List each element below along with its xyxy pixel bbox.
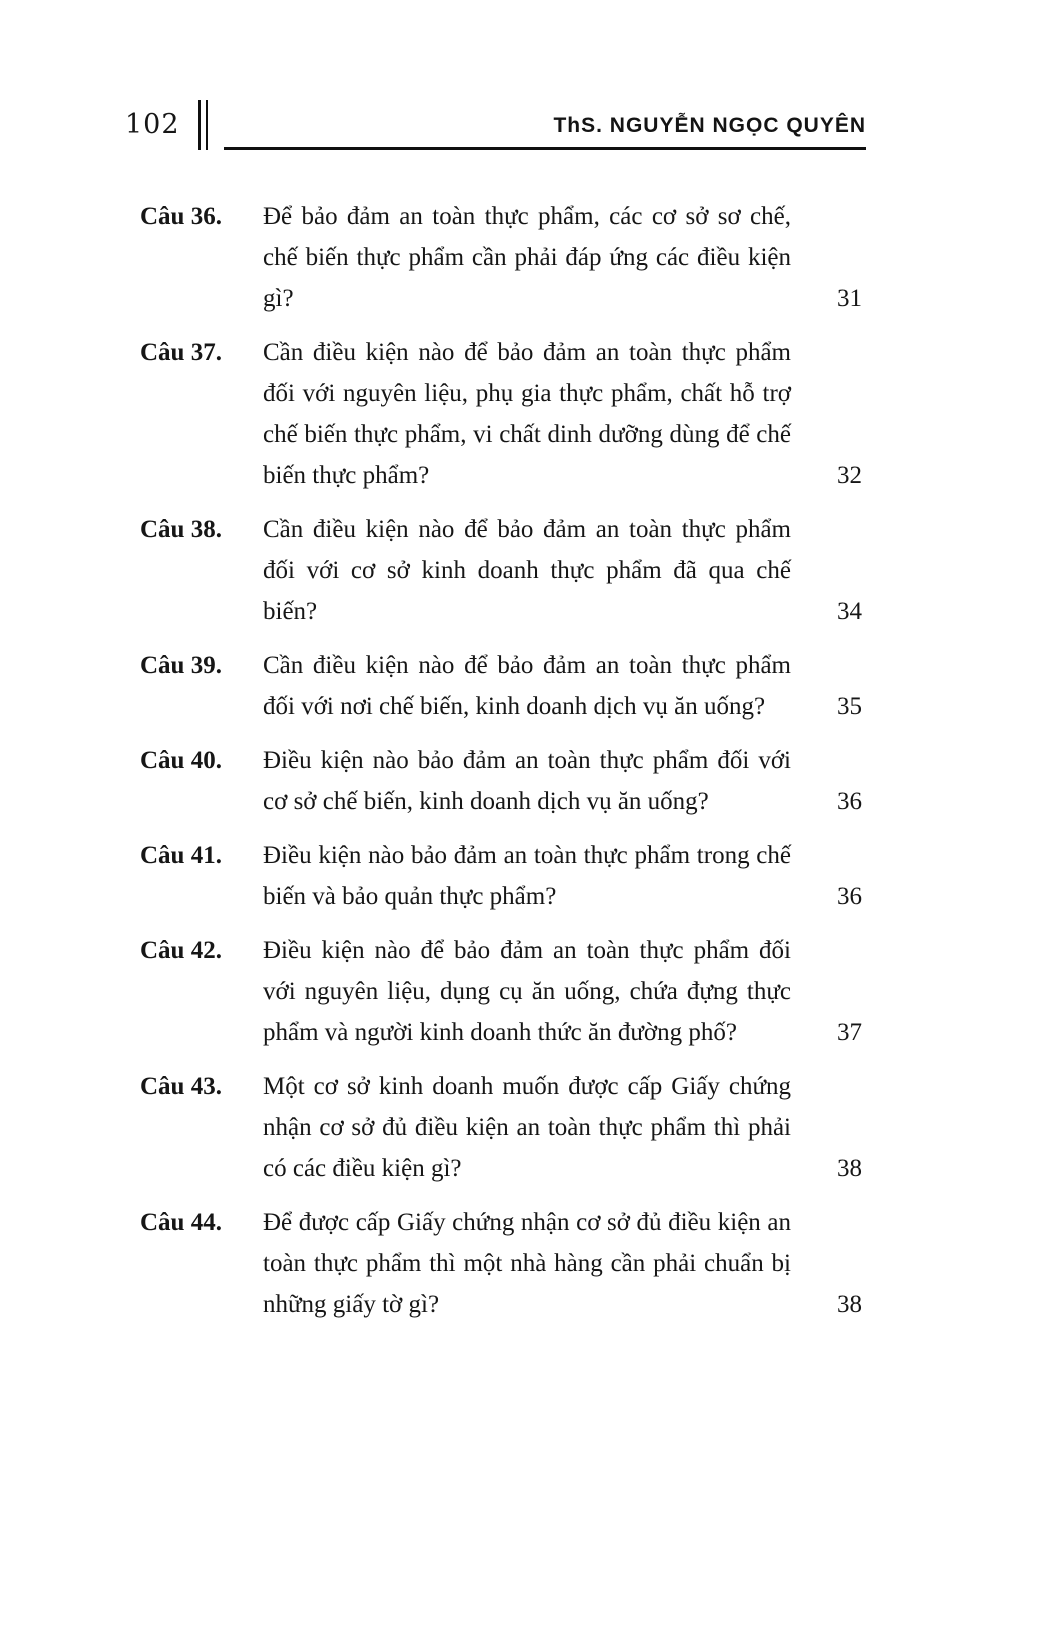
toc-entry [140,740,862,822]
toc-entry [140,196,862,319]
entry-text: Để được cấp Giấy chứng nhận cơ sở đủ điều kiện an toàn thực phẩm thì một nhà hàng cần phải chuẩn bị những giấy tờ gì? [263,1209,791,1318]
entry-text: Cần điều kiện nào để bảo đảm an toàn thực phẩm đối với cơ sở kinh doanh thực phẩm đã qua chế biến? [263,516,791,625]
toc-entry [140,835,862,917]
entry-page-number: 38 [837,1291,862,1318]
entry-text: Để bảo đảm an toàn thực phẩm, các cơ sở sơ chế, chế biến thực phẩm cần phải đáp ứng các điều kiện gì? [263,203,791,312]
folio-block [125,100,224,150]
entry-page-number: 35 [837,693,862,720]
running-head-block [224,114,866,150]
entry-label: Câu 37. [140,339,222,366]
entry-label: Câu 40. [140,747,222,774]
entry-label: Câu 44. [140,1209,222,1236]
entry-page-number: 36 [837,883,862,910]
entry-text: Điều kiện nào bảo đảm an toàn thực phẩm đối với cơ sở chế biến, kinh doanh dịch vụ ăn uống? [263,747,791,815]
entry-page-number: 32 [837,462,862,489]
entry-label: Câu 43. [140,1073,222,1100]
header-rule [224,147,866,150]
header-divider-bars [198,100,208,150]
entry-label: Câu 42. [140,937,222,964]
entry-text: Cần điều kiện nào để bảo đảm an toàn thực phẩm đối với nơi chế biến, kinh doanh dịch vụ ăn uống? [263,652,791,720]
toc-entry [140,930,862,1053]
entry-text: Một cơ sở kinh doanh muốn được cấp Giấy chứng nhận cơ sở đủ điều kiện an toàn thực phẩm thì phải có các điều kiện gì? [263,1073,791,1182]
entry-label: Câu 41. [140,842,222,869]
entry-text: Điều kiện nào để bảo đảm an toàn thực phẩm đối với nguyên liệu, dụng cụ ăn uống, chứa đựng thực phẩm và người kinh doanh thức ăn đường phố? [263,937,791,1046]
entry-label: Câu 36. [140,203,222,230]
toc-entry [140,1066,862,1189]
entry-label: Câu 38. [140,516,222,543]
entry-label: Câu 39. [140,652,222,679]
table-of-contents [140,196,862,1338]
entry-text: Cần điều kiện nào để bảo đảm an toàn thực phẩm đối với nguyên liệu, phụ gia thực phẩm, chất hỗ trợ chế biến thực phẩm, vi chất dinh dưỡng dùng để chế biến thực phẩm? [263,339,791,489]
toc-entry [140,332,862,496]
toc-entry [140,645,862,727]
page-header [125,100,866,150]
entry-page-number: 31 [837,285,862,312]
entry-page-number: 37 [837,1019,862,1046]
toc-entry [140,509,862,632]
page-number: 102 [125,109,180,140]
entry-page-number: 38 [837,1155,862,1182]
entry-page-number: 36 [837,788,862,815]
entry-page-number: 34 [837,598,862,625]
entry-text: Điều kiện nào bảo đảm an toàn thực phẩm trong chế biến và bảo quản thực phẩm? [263,842,791,910]
toc-entry [140,1202,862,1325]
running-head-title: ThS. NGUYỄN NGỌC QUYÊN [553,114,866,137]
